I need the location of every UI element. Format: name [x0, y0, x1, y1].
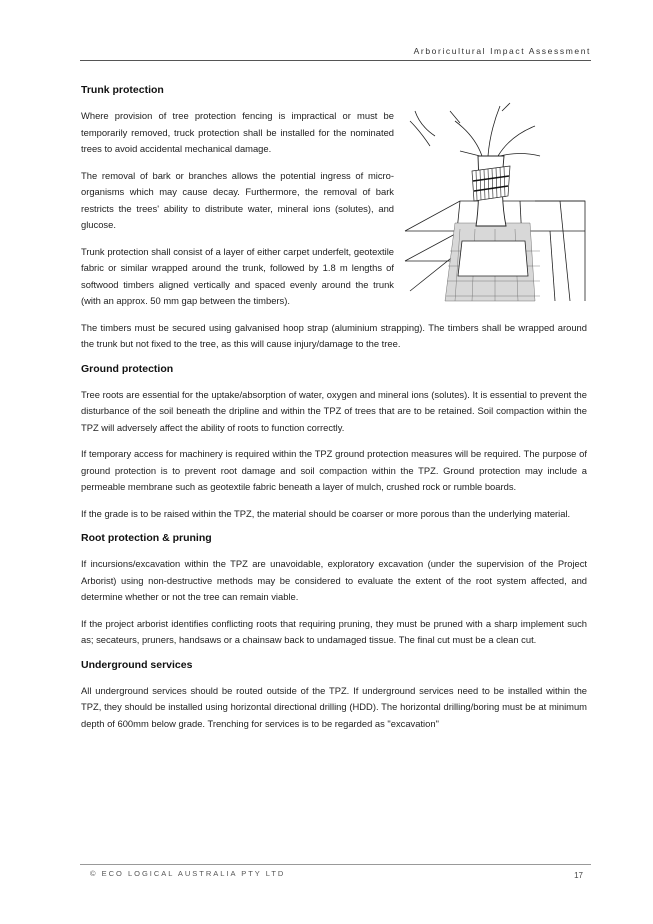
- section-heading-trunk: Trunk protection: [81, 84, 164, 96]
- paragraph: All underground services should be routed outside of the TPZ. If underground services need to be installed within the TPZ, they should be installed using horizontal directional drilling (HDD). The horizontal drilling/boring must be at minimum depth of 600mm below grade. Trenching for services is to be regarded as "excavation": [81, 684, 587, 729]
- section-heading-ground: Ground protection: [81, 362, 174, 375]
- paragraph: If the project arborist identifies conflicting roots that requiring pruning, they must be pruned with a sharp implement such as; secateurs, pruners, handsaws or a chainsaw back to undamaged tissue. The final cut must be a clean cut.: [81, 617, 587, 645]
- header-divider: [80, 60, 591, 61]
- section-heading-root: Root protection & pruning: [81, 532, 212, 544]
- paragraph: If temporary access for machinery is required within the TPZ ground protection measures will be required. The purpose of ground protection is to prevent root damage and soil compaction within the TPZ. Ground protection may include a permeable membrane such as geotextile fabric beneath a layer of mulch, crushed rock or rumble boards.: [81, 448, 587, 492]
- paragraph: The timbers must be secured using galvanised hoop strap (aluminium strapping). The timbers shall be wrapped around the trunk but not fixed to the tree, as this will cause injury/damage to the tree.: [81, 321, 587, 349]
- paragraph: If incursions/excavation within the TPZ are unavoidable, exploratory excavation (under the supervision of the Project Arborist) using non-destructive methods may be considered to evaluate the extent of the root system affected, and determine whether or not the tree can remain viable.: [81, 558, 587, 602]
- trunk-protection-illustration: [400, 101, 590, 303]
- paragraph: If the grade is to be raised within the TPZ, the material should be coarser or more porous than the underlying material.: [81, 507, 571, 519]
- header-title: Arboricultural Impact Assessment: [413, 46, 591, 56]
- footer-divider: [80, 864, 591, 865]
- page-number: 17: [574, 871, 583, 880]
- paragraph: The removal of bark or branches allows the potential ingress of micro-organisms which may cause decay. Furthermore, the removal of bark restricts the trees' ability to distribute water, mineral ions (solutes), and glucose.: [81, 169, 394, 230]
- footer-company: © ECO LOGICAL AUSTRALIA PTY LTD: [90, 869, 286, 878]
- paragraph: Where provision of tree protection fencing is impractical or must be temporarily removed, truck protection shall be installed for the nominated trees to avoid accidental mechanical damage.: [81, 110, 394, 154]
- section-heading-underground: Underground services: [81, 658, 193, 671]
- paragraph: Tree roots are essential for the uptake/absorption of water, oxygen and mineral ions (solutes). It is essential to prevent the disturbance of the soil beneath the dripline and within the TPZ of trees that are to be retained. Soil compaction within the TPZ will adversely affect the ability of roots to function correctly.: [81, 388, 587, 433]
- paragraph: Trunk protection shall consist of a layer of either carpet underfelt, geotextile fabric or similar wrapped around the trunk, followed by 1.8 m lengths of softwood timbers aligned vertically and spaced evenly around the trunk (with an approx. 50 mm gap between the timbers).: [81, 245, 394, 306]
